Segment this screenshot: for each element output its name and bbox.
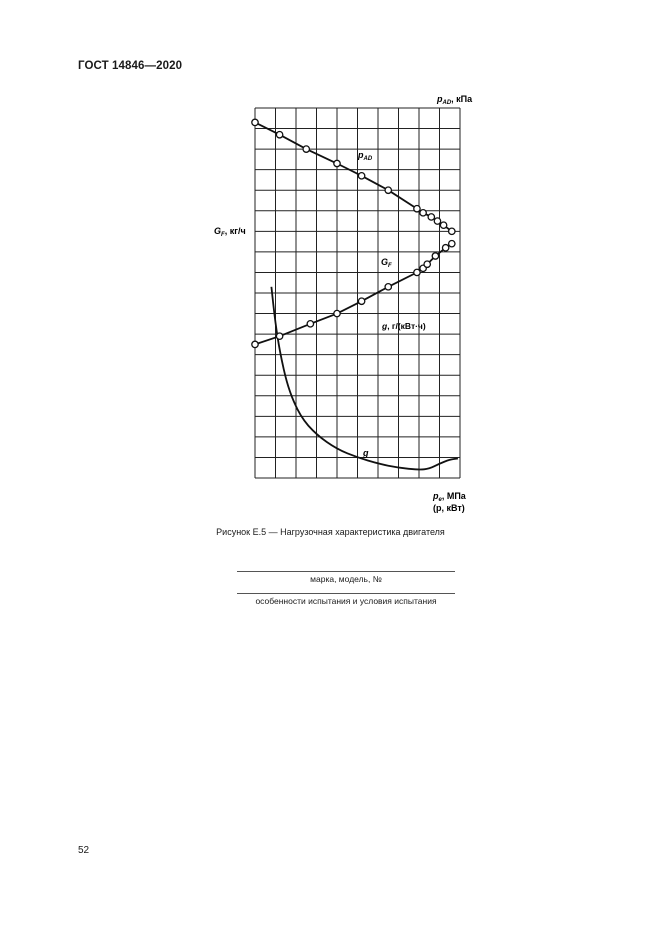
series-line-g [271, 287, 458, 470]
data-point-p-ad [334, 160, 340, 166]
series-label-pad: $p_{AD}$ [358, 150, 373, 162]
data-point-p-ad [420, 210, 426, 216]
chart-curves [255, 122, 458, 469]
data-point-g-f [449, 240, 455, 246]
data-point-g-f [307, 321, 313, 327]
data-point-p-ad [252, 119, 258, 125]
x-axis-label: $p_e$, МПа [433, 491, 466, 503]
figure-caption: Рисунок Е.5 — Нагрузочная характеристика двигателя [216, 527, 445, 537]
chart-grid [255, 108, 460, 478]
series-label-g: g [363, 448, 369, 458]
data-point-g-f [334, 310, 340, 316]
model-field-line [237, 571, 455, 572]
model-field-label: марка, модель, № [310, 574, 382, 584]
x-axis-label-secondary: (p, кВт) [433, 503, 465, 513]
data-point-p-ad [303, 146, 309, 152]
pad-axis-label: $p_{AD}$, кПа [437, 94, 473, 106]
data-point-p-ad [414, 206, 420, 212]
data-point-p-ad [428, 214, 434, 220]
conditions-field-line [237, 593, 455, 594]
page-number: 52 [78, 845, 90, 856]
data-point-p-ad [434, 218, 440, 224]
data-point-p-ad [276, 132, 282, 138]
data-point-p-ad [385, 187, 391, 193]
gf-axis-label: $G_F$, кг/ч [214, 226, 246, 238]
data-point-g-f [414, 269, 420, 275]
data-point-g-f [432, 253, 438, 259]
conditions-field-label: особенности испытания и условия испытания [255, 596, 437, 606]
data-point-g-f [252, 341, 258, 347]
data-point-p-ad [358, 173, 364, 179]
data-point-p-ad [449, 228, 455, 234]
data-point-g-f [442, 245, 448, 251]
data-point-g-f [385, 284, 391, 290]
series-label-gf: $G_F$ [381, 257, 392, 269]
g-axis-label: g, г/(кВт·ч) [382, 321, 426, 331]
document-header: ГОСТ 14846—2020 [78, 60, 183, 72]
data-point-g-f [424, 261, 430, 267]
data-point-g-f [276, 333, 282, 339]
data-point-p-ad [440, 222, 446, 228]
data-point-g-f [358, 298, 364, 304]
